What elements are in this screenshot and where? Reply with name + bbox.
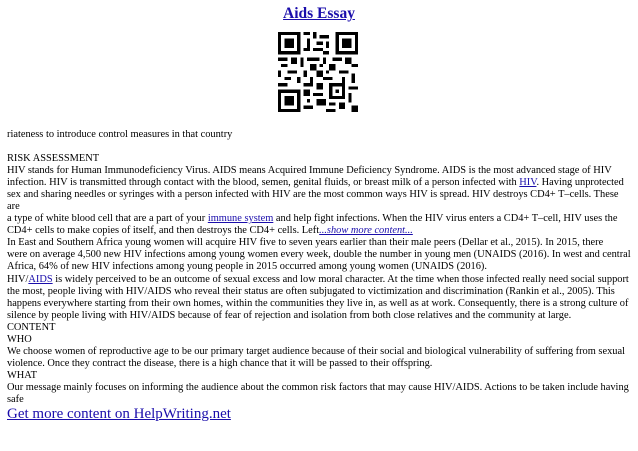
- cta-line: [7, 405, 231, 423]
- hiv-link[interactable]: HIV: [519, 177, 537, 189]
- text-line: happens everywhere starting from their own homes, within the communities they live in, as well as at work. Consequently, there is a strong culture of: [7, 297, 629, 309]
- text-line: [7, 225, 633, 237]
- text-run: . Having unprotected: [536, 177, 624, 189]
- text-line: violence. Once they contract the disease, there is a high chance that it will be passed to their offspring.: [7, 357, 433, 369]
- text-run: HIV/: [7, 273, 29, 285]
- text-line: Africa, 64% of new HIV infections among young people in 2015 occurred among young women (UNAIDS (2016).: [7, 261, 487, 273]
- text-line: HIV stands for Human Immunodeficiency Virus. AIDS means Acquired Immune Deficiency Syndrome. AIDS is the most advanced stage of HIV: [7, 165, 612, 177]
- section-heading-who: WHO: [7, 333, 32, 345]
- text-run: CD4+ cells to make copies of itself, and then destroys the CD4+ cells. Left: [7, 225, 320, 237]
- section-heading-what: WHAT: [7, 369, 38, 381]
- text-line: We choose women of reproductive age to be our primary target audience because of their social and biological vulnerability of suffering from sexual: [7, 345, 625, 357]
- text-line: riateness to introduce control measures in that country: [7, 129, 233, 140]
- text-line: safe: [7, 393, 24, 405]
- show-more-link[interactable]: ...show more content...: [319, 225, 413, 237]
- helpwriting-link[interactable]: Get more content on HelpWriting.net: [7, 406, 231, 422]
- text-run: a type of white blood cell that are a part of your: [7, 213, 208, 225]
- text-line: sex and sharing needles or syringes with a person infected with HIV are the most common ways HIV is spread. HIV destroys CD4+ T–cells. These are: [7, 189, 619, 213]
- text-run: infection. HIV is transmitted through contact with the blood, semen, genital fluids, or breast milk of a person infected with: [7, 177, 520, 189]
- section-heading-content: CONTENT: [7, 321, 56, 333]
- text-line: silence by people living with HIV/AIDS because of fear of rejection and isolation from both close relatives and the community at large.: [7, 309, 572, 321]
- text-line: In East and Southern Africa young women will acquire HIV five to seven years earlier than their male peers (Dellar et al., 2015). In 2015, there: [7, 237, 604, 249]
- text-line: the most, people living with HIV/AIDS who reveal their status are often subjugated to victimization and discrimination (Rankin et al., 2005). This: [7, 285, 615, 297]
- document-title: [0, 5, 638, 23]
- text-line: [7, 177, 633, 189]
- section-heading-risk-assessment: RISK ASSESSMENT: [7, 153, 100, 165]
- text-line: [7, 213, 633, 225]
- text-line: [7, 274, 633, 286]
- text-run: is widely perceived to be an outcome of sexual excess and low moral character. At the time when those infected really need social support: [52, 273, 629, 285]
- qr-code: [278, 32, 358, 112]
- immune-system-link[interactable]: immune system: [207, 213, 274, 225]
- essay-body: [7, 129, 633, 406]
- text-line: were on average 4,500 new HIV infections among young women every week, double the number in young men (UNAIDS (2016). In west and central: [7, 249, 631, 261]
- title-link[interactable]: Aids Essay: [283, 5, 355, 22]
- text-run: and help fight infections. When the HIV virus enters a CD4+ T–cell, HIV uses the: [273, 213, 618, 225]
- aids-link[interactable]: AIDS: [28, 273, 53, 285]
- text-line: Our message mainly focuses on informing the audience about the common risk factors that may cause HIV/AIDS. Actions to be taken include having: [7, 381, 629, 393]
